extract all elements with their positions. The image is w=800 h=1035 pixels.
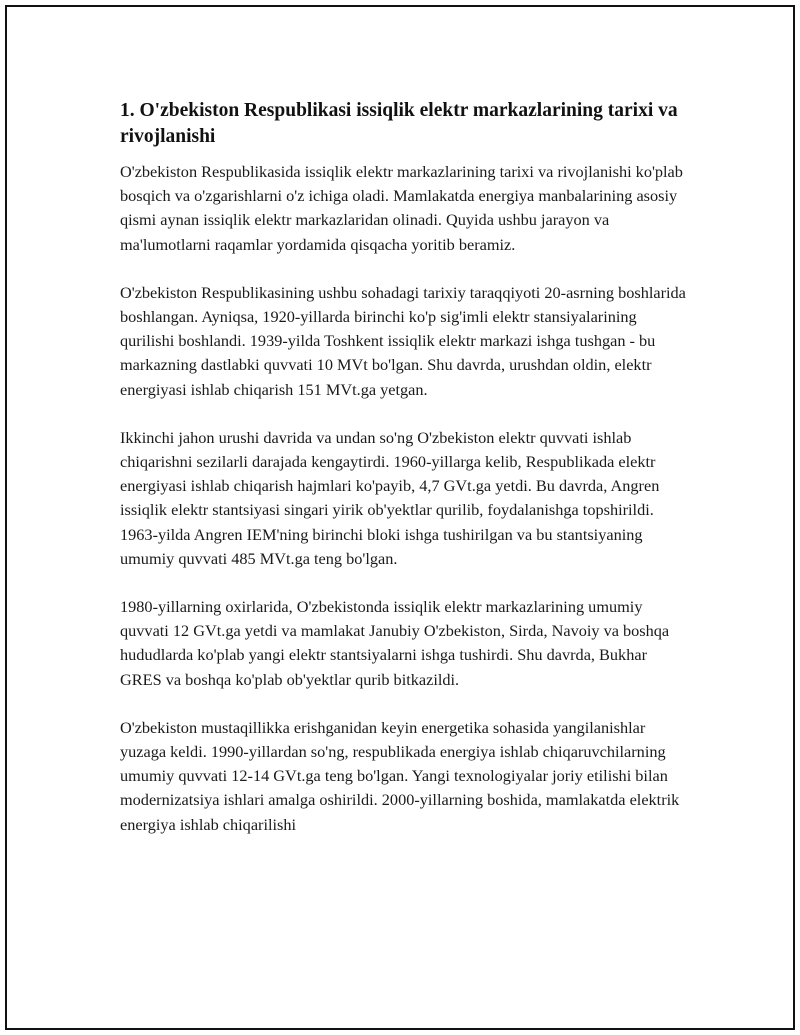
document-body	[120, 98, 690, 861]
section-heading: 1. O'zbekiston Respublikasi issiqlik elektr markazlarining tarixi va rivojlanishi	[120, 100, 678, 147]
paragraph-early-history: O'zbekiston Respublikasining ushbu sohadagi tarixiy taraqqiyoti 20-asrning boshlarida boshlangan. Ayniqsa, 1920-yillarda birinchi ko'p sig'imli elektr stansiyalarining qurilishi boshlandi. 1939-yilda Toshkent issiqlik elektr markazi ishga tushgan - bu markazning dastlabki quvvati 10 MVt bo'lgan. Shu davrda, urushdan oldin, elektr energiyasi ishlab chiqarish 151 MVt.ga yetgan.	[120, 282, 686, 399]
page-frame	[5, 5, 795, 1030]
paragraph-postwar: Ikkinchi jahon urushi davrida va undan so'ng O'zbekiston elektr quvvati ishlab chiqarishni sezilarli darajada kengaytirdi. 1960-yillarga kelib, Respublikada elektr energiyasi ishlab chiqarish hajmlari ko'payib, 4,7 GVt.ga yetdi. Bu davrda, Angren issiqlik elektr stantsiyasi singari yirik ob'yektlar qurilib, foydalanishga topshirildi. 1963-yilda Angren IEM'ning birinchi bloki ishga tushirilgan va bu stantsiyaning umumiy quvvati 485 MVt.ga teng bo'lgan.	[120, 427, 660, 568]
paragraph-intro: O'zbekiston Respublikasida issiqlik elektr markazlarining tarixi va rivojlanishi ko'plab bosqich va o'zgarishlarni o'z ichiga oladi. Mamlakatda energiya manbalarining asosiy qismi aynan issiqlik elektr markazlaridan olinadi. Quyida ushbu jarayon va ma'lumotlarni raqamlar yordamida qisqacha yoritib beramiz.	[120, 162, 683, 254]
paragraph-1980s: 1980-yillarning oxirlarida, O'zbekistonda issiqlik elektr markazlarining umumiy quvvati 12 GVt.ga yetdi va mamlakat Janubiy O'zbekiston, Sirda, Navoiy va boshqa hududlarda ko'plab yangi elektr stantsiyalarni ishga tushirdi. Shu davrda, Bukhar GRES va boshqa ko'plab ob'yektlar qurib bitkazildi.	[120, 597, 670, 689]
paragraph-independence: O'zbekiston mustaqillikka erishganidan keyin energetika sohasida yangilanishlar yuzaga keldi. 1990-yillardan so'ng, respublikada energiya ishlab chiqaruvchilarning umumiy quvvati 12-14 GVt.ga teng bo'lgan. Yangi texnologiyalar joriy etilishi bilan modernizatsiya ishlari amalga oshirildi. 2000-yillarning boshida, mamlakatda elektrik energiya ishlab chiqarilishi	[120, 717, 680, 834]
